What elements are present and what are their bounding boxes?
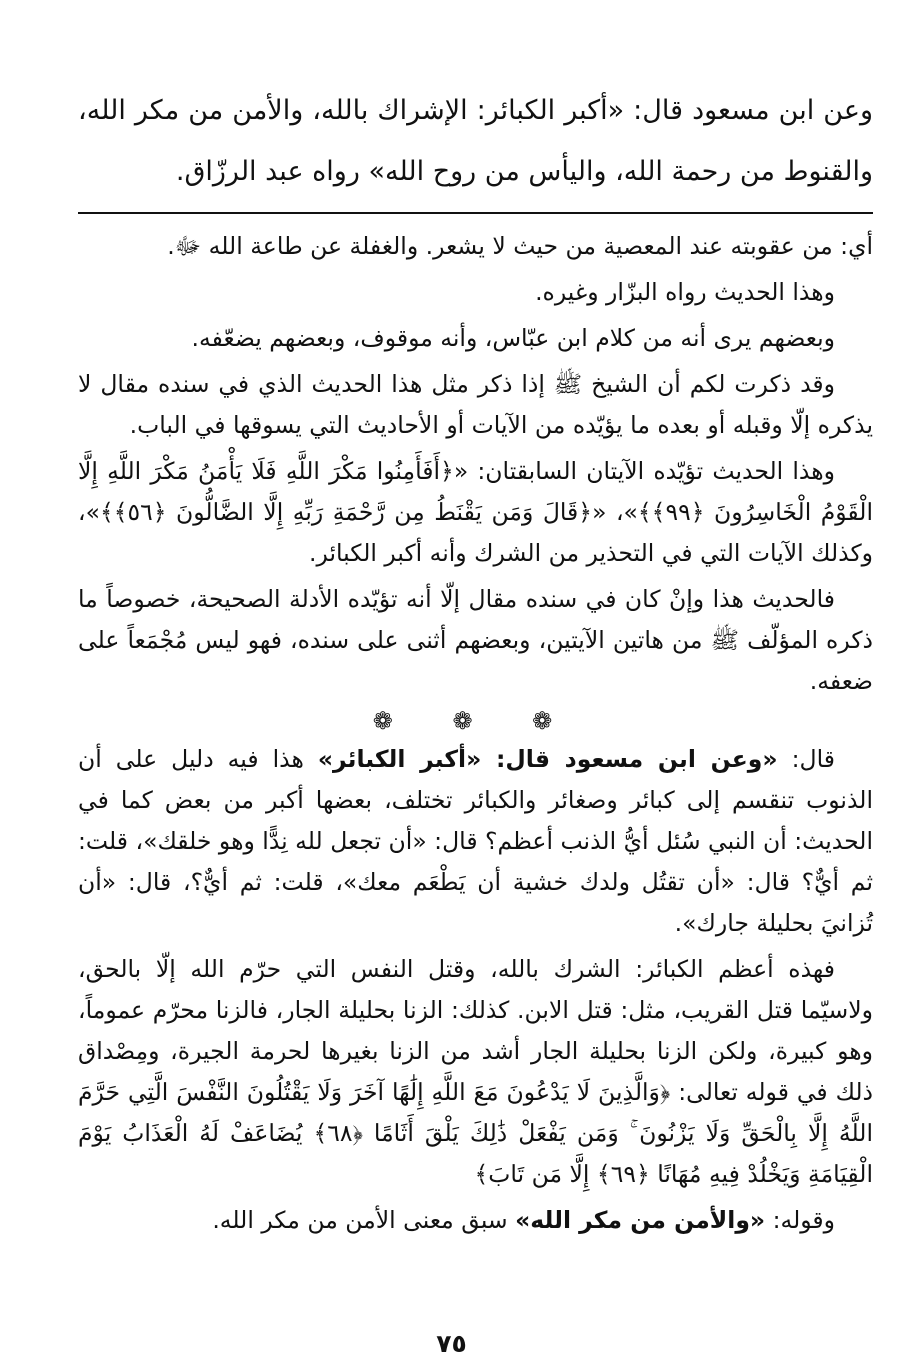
p5-end: »، وكذلك الآيات التي في التحذير من الشرك وأنه أكبر الكبائر. bbox=[78, 498, 873, 567]
quran-verse-2: ﴿قَالَ وَمَن يَقْنَطُ مِن رَّحْمَةِ رَبِّهِ إِلَّا الضَّالُّونَ ﴿٥٦﴾﴾ bbox=[99, 498, 593, 526]
p1-lead: قال: bbox=[777, 745, 835, 773]
commentary-paragraph-3: وبعضهم يرى أنه من كلام ابن عبّاس، وأنه موقوف، وبعضهم يضعّفه. bbox=[191, 324, 835, 352]
commentary-paragraph-5 bbox=[78, 451, 873, 574]
quran-verse-3: ﴿وَالَّذِينَ لَا يَدْعُونَ مَعَ اللَّهِ إِلَٰهًا آخَرَ وَلَا يَقْتُلُونَ النَّفْسَ الَّتِي حَرَّمَ اللَّهُ إِلَّا بِالْحَقِّ وَلَا يَزْنُونَ ۚ وَمَن يَفْعَلْ ذَٰلِكَ يَلْقَ أَثَامًا ﴿٦٨﴾ يُضَاعَفْ لَهُ الْعَذَابُ يَوْمَ الْقِيَامَةِ وَيَخْلُدْ فِيهِ مُهَانًا ﴿٦٩﴾ إِلَّا مَن تَابَ﴾ bbox=[78, 1078, 873, 1188]
p1-rest: هذا فيه دليل على أن الذنوب تنقسم إلى كبائر وصغائر والكبائر تختلف، بعضها أكبر من بعض كما في الحديث: أن النبي سُئل أيُّ الذنب أعظم؟ قال: «أن تجعل لله نِدًّا وهو خلقك»، قلت: ثم أيٌّ؟ قال: «أن تقتُل ولدك خشية أن يَطْعَم معك»، قلت: ثم أيٌّ؟، قال: «أن تُزانيَ بحليلة جارك». bbox=[78, 745, 873, 937]
p2-text: فهذه أعظم الكبائر: الشرك بالله، وقتل النفس التي حرّم الله إلّا بالحق، ولاسيّما قتل القريب، مثل: قتل الابن. كذلك: الزنا بحليلة الجار، فالزنا محرّم عموماً، وهو كبيرة، ولكن الزنا بحليلة الجار أشد من الزنا بغيرها لحرمة الجيرة، ومِصْداق ذلك في قوله تعالى: bbox=[78, 955, 874, 1106]
hadith-text: وعن ابن مسعود قال: «أكبر الكبائر: الإشراك بالله، والأمن من مكر الله، والقنوط من رحمة الله، واليأس من روح الله» رواه عبد الرزّاق. bbox=[78, 95, 873, 187]
p5-intro: وهذا الحديث تؤيّده الآيتان السابقتان: « bbox=[453, 457, 835, 485]
p3-lead: وقوله: bbox=[765, 1206, 835, 1234]
quran-verse-1: ﴿أَفَأَمِنُوا مَكْرَ اللَّهِ فَلَا يَأْمَنُ مَكْرَ اللَّهِ إِلَّا الْقَوْمُ الْخَاسِرُونَ ﴿٩٩﴾﴾ bbox=[78, 457, 873, 526]
commentary-paragraph-2: وهذا الحديث رواه البزّار وغيره. bbox=[535, 278, 835, 306]
section-2 bbox=[78, 739, 873, 1241]
page-number: ٧٥ bbox=[436, 1329, 467, 1358]
commentary-paragraph-6: فالحديث هذا وإنْ كان في سنده مقال إلّا أنه تؤيّده الأدلة الصحيحة، خصوصاً ما ذكره المؤلّف ﷺ من هاتين الآيتين، وبعضهم أثنى على سنده، فهو ليس مُجْمَعاً على ضعفه. bbox=[78, 585, 873, 695]
p1-highlight: «وعن ابن مسعود قال: «أكبر الكبائر» bbox=[317, 745, 778, 773]
section2-paragraph-1 bbox=[78, 739, 873, 944]
p3-rest: سبق معنى الأمن من مكر الله. bbox=[212, 1206, 516, 1234]
section2-paragraph-3 bbox=[78, 1200, 873, 1241]
p3-highlight: «والأمن من مكر الله» bbox=[515, 1206, 766, 1234]
section2-paragraph-2 bbox=[78, 949, 873, 1195]
section-separator: ❁ ❁ ❁ bbox=[372, 707, 579, 735]
commentary-paragraph-1: أي: من عقوبته عند المعصية من حيث لا يشعر. والغفلة عن طاعة الله ﷻ. bbox=[167, 232, 873, 260]
footnote-divider bbox=[78, 212, 873, 214]
commentary-paragraph-4: وقد ذكرت لكم أن الشيخ ﷺ إذا ذكر مثل هذا الحديث الذي في سنده مقال لا يذكره إلّا وقبله أو بعده ما يؤيّده من الآيات أو الأحاديث التي يسوقها في الباب. bbox=[78, 370, 873, 439]
commentary-block bbox=[78, 226, 873, 702]
p5-mid: »، « bbox=[592, 498, 638, 526]
